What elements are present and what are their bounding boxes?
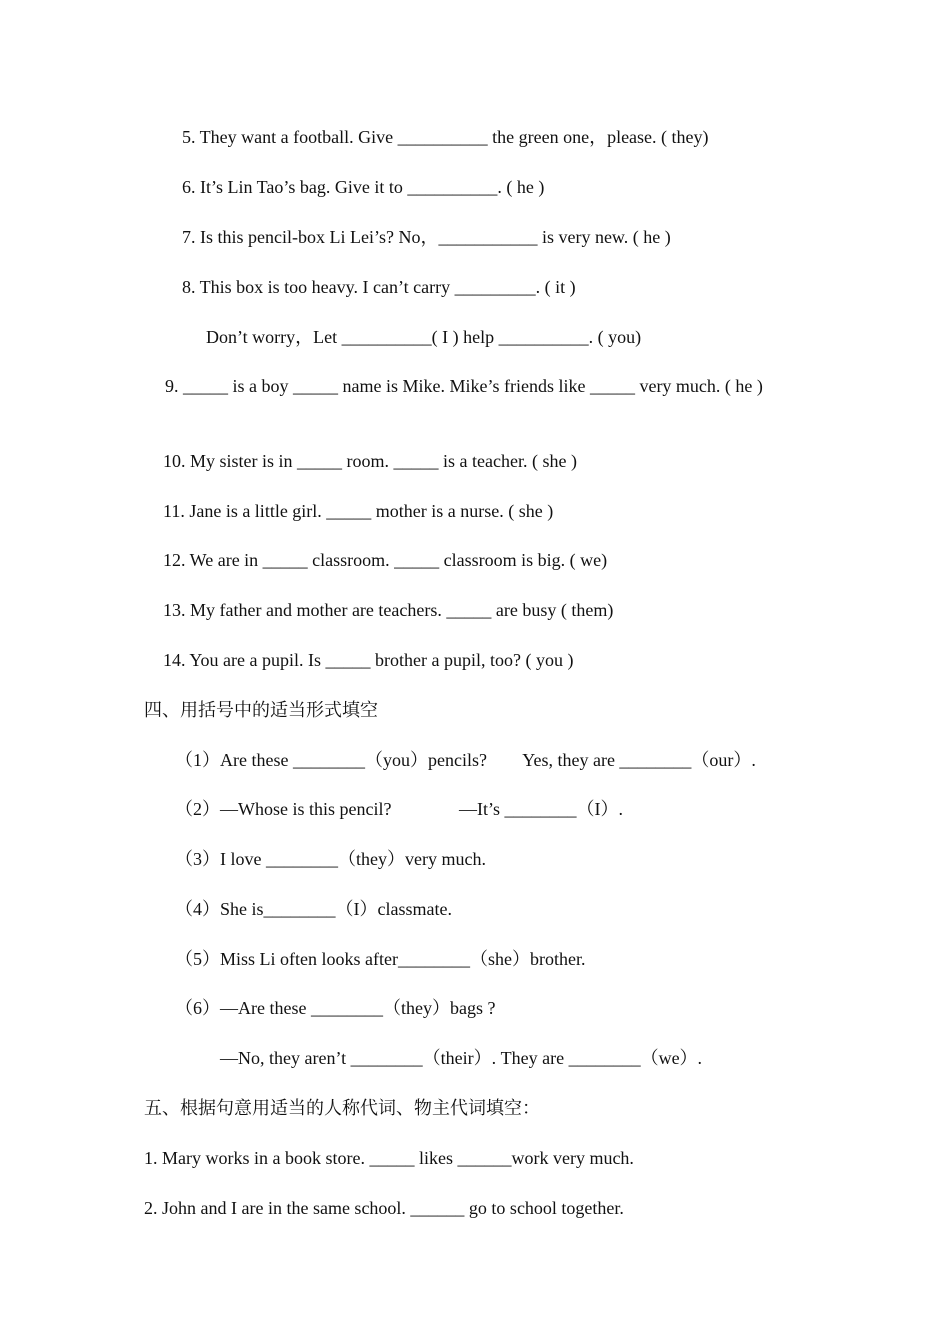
question-6-answer: —No, they aren’t ________（their）. They are ________（we）.: [220, 1048, 703, 1068]
exercise-line-5: 5. They want a football. Give __________ the green one，please. ( they): [182, 127, 709, 147]
section-heading-4: 四、用括号中的适当形式填空: [144, 700, 378, 720]
question-3: （3）I love ________（they）very much.: [175, 849, 486, 869]
pronoun-item-1: 1. Mary works in a book store. _____ likes ______work very much.: [144, 1148, 634, 1168]
question-1: （1）Are these ________（you）pencils? Yes, they are ________（our）.: [175, 750, 756, 770]
section-heading-5: 五、根据句意用适当的人称代词、物主代词填空：: [144, 1098, 540, 1118]
exercise-line-14: 14. You are a pupil. Is _____ brother a pupil, too? ( you ): [163, 650, 574, 670]
exercise-line-8: 8. This box is too heavy. I can’t carry _________. ( it ): [182, 277, 576, 297]
exercise-line-13: 13. My father and mother are teachers. _____ are busy ( them): [163, 600, 614, 620]
question-5: （5）Miss Li often looks after________（she）brother.: [175, 949, 586, 969]
question-4: （4）She is________（I）classmate.: [175, 899, 452, 919]
exercise-line-6: 6. It’s Lin Tao’s bag. Give it to __________. ( he ): [182, 177, 545, 197]
question-2: （2）—Whose is this pencil? —It’s ________（I）.: [175, 799, 623, 819]
exercise-line-11: 11. Jane is a little girl. _____ mother is a nurse. ( she ): [163, 501, 554, 521]
exercise-line-12: 12. We are in _____ classroom. _____ classroom is big. ( we): [163, 550, 608, 570]
exercise-line-7: 7. Is this pencil-box Li Lei’s? No，___________ is very new. ( he ): [182, 227, 671, 247]
exercise-line-10: 10. My sister is in _____ room. _____ is a teacher. ( she ): [163, 451, 577, 471]
exercise-line-8-continued: Don’t worry，Let __________( I ) help __________. ( you): [206, 327, 642, 347]
pronoun-item-2: 2. John and I are in the same school. ______ go to school together.: [144, 1198, 624, 1218]
exercise-line-9: 9. _____ is a boy _____ name is Mike. Mike’s friends like _____ very much. ( he ): [165, 376, 763, 396]
question-6: （6）—Are these ________（they）bags ?: [175, 998, 496, 1018]
